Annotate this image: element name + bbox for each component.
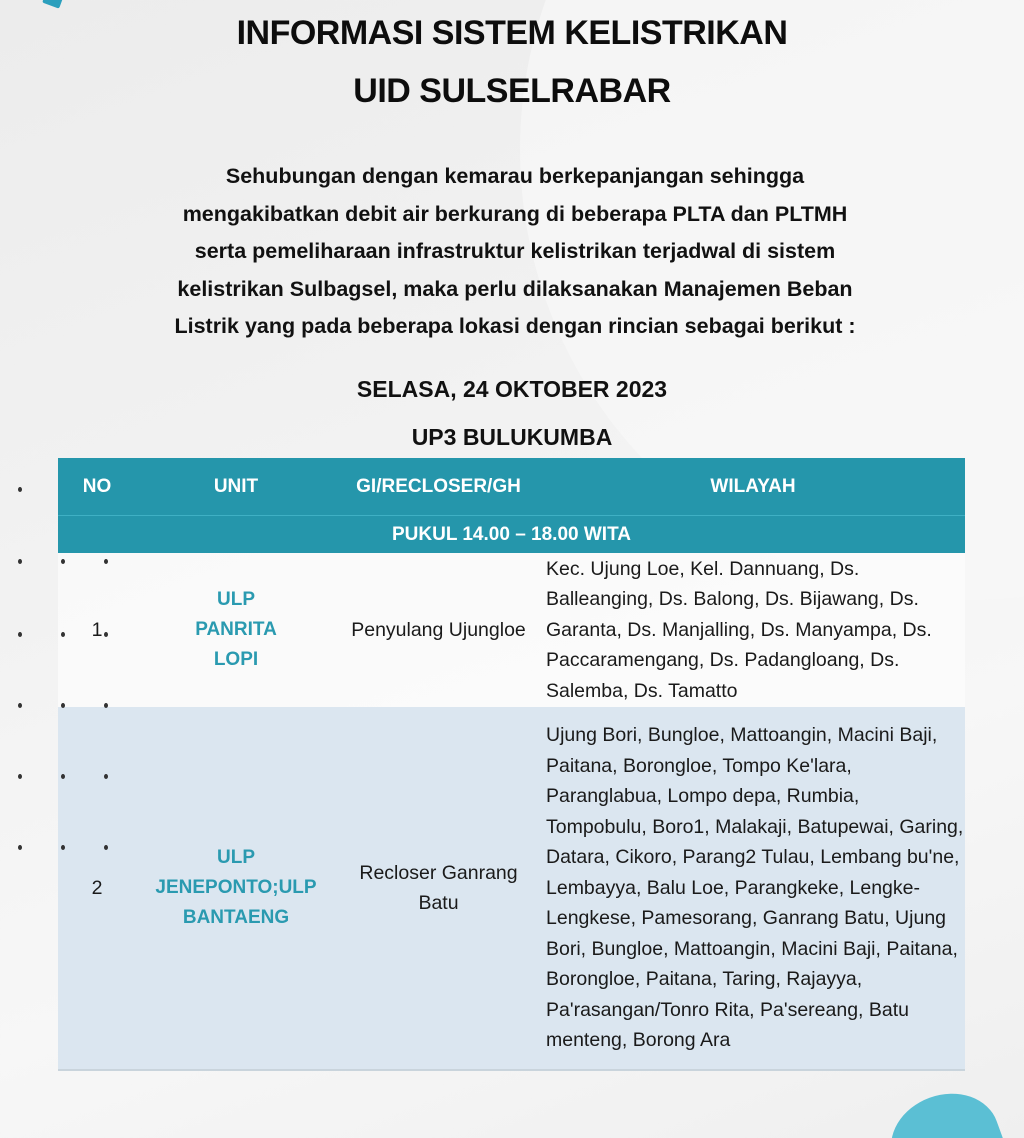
intro-line: kelistrikan Sulbagsel, maka perlu dilaksanakan Manajemen Beban: [177, 276, 853, 301]
time-slot-row: PUKUL 14.00 – 18.00 WITA: [58, 515, 965, 553]
dot-marker: [104, 632, 108, 637]
cell-no: 1: [91, 618, 103, 641]
cell-unit: ULP PANRITA LOPI: [195, 589, 277, 670]
intro-line: Sehubungan dengan kemarau berkepanjangan sehingga: [225, 164, 805, 188]
dot-marker: [18, 559, 22, 564]
dot-marker: [61, 632, 65, 637]
header-unit: UNIT: [213, 475, 259, 497]
intro-paragraph: [90, 158, 940, 346]
cell-no: 2: [91, 876, 103, 899]
intro-line: mengakibatkan debit air berkurang di beberapa PLTA dan PLTMH: [182, 201, 848, 226]
cell-wilayah: Kec. Ujung Loe, Kel. Dannuang, Ds. Balleanging, Ds. Balong, Ds. Bijawang, Ds. Garanta, Ds. Manjalling, Ds. Manyampa, Ds. Paccaramengang, Ds. Padangloang, Ds. Salemba, Ds. Tamatto: [546, 557, 932, 702]
table-row: [58, 553, 965, 707]
dot-marker: [18, 487, 22, 492]
decorative-shape-bottom: [878, 1079, 1012, 1138]
header-gi: GI/RECLOSER/GH: [356, 475, 521, 497]
page-title-line2: UID SULSELRABAR: [353, 72, 671, 110]
dot-marker: [18, 845, 22, 850]
dot-marker: [18, 632, 22, 637]
table-row: [58, 707, 965, 1071]
dot-marker: [104, 774, 108, 779]
outage-table: [58, 458, 965, 1071]
page-title-line1: INFORMASI SISTEM KELISTRIKAN: [236, 14, 788, 52]
dot-marker: [104, 559, 108, 564]
cell-gi: Penyulang Ujungloe: [351, 619, 526, 641]
dot-marker: [61, 774, 65, 779]
header-wilayah: WILAYAH: [710, 475, 796, 497]
dot-marker: [104, 845, 108, 850]
dot-marker: [61, 845, 65, 850]
dot-marker: [18, 774, 22, 779]
table-header-row: [58, 458, 965, 515]
cell-unit: ULP JENEPONTO;ULP BANTAENG: [155, 847, 317, 928]
header-no: NO: [82, 475, 112, 497]
dot-marker: [18, 703, 22, 708]
cell-gi: Recloser Ganrang Batu: [359, 862, 518, 914]
intro-line: serta pemeliharaan infrastruktur kelistrikan terjadwal di sistem: [194, 239, 836, 263]
dot-marker: [104, 703, 108, 708]
schedule-area: UP3 BULUKUMBA: [411, 424, 613, 450]
cell-wilayah: Ujung Bori, Bungloe, Mattoangin, Macini Baji, Paitana, Borongloe, Tompo Ke'lara, Paranglabua, Lompo depa, Rumbia, Tompobulu, Boro1, Malakaji, Batupewai, Garing, Datara, Cikoro, Parang2 Tulau, Lembang bu'ne, Lembayya, Balu Loe, Parangkeke, Lengke-Lengkese, Pamesorang, Ganrang Batu, Ujung Bori, Bungloe, Mattoangin, Macini Baji, Paitana, Borongloe, Paitana, Taring, Rajayya, Pa'rasangan/Tonro Rita, Pa'sereang, Batu menteng, Borong Ara: [546, 724, 964, 1052]
dot-marker: [61, 559, 65, 564]
decorative-shape-top: [42, 0, 64, 9]
dot-marker: [61, 703, 65, 708]
intro-line: Listrik yang pada beberapa lokasi dengan rincian sebagai berikut :: [174, 314, 856, 338]
schedule-date: SELASA, 24 OKTOBER 2023: [356, 376, 668, 402]
